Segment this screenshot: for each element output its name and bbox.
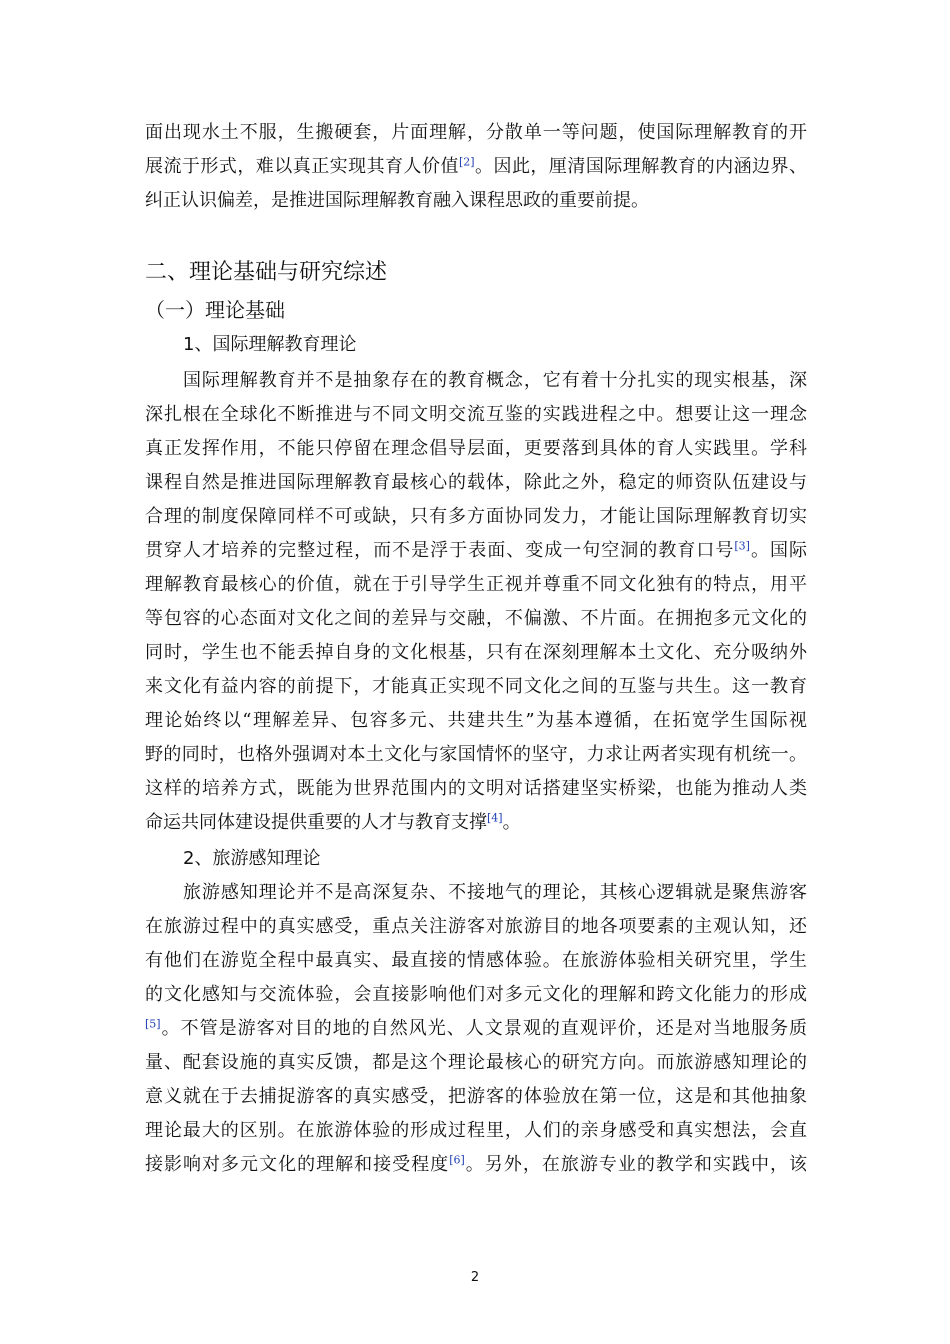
text-line: 面出现水土不服，生搬硬套，片面理解，分散单一等问题，使国际理解教育的开 — [145, 122, 807, 143]
citation-ref[interactable]: [4] — [487, 811, 503, 825]
text-line: 课程自然是推进国际理解教育最核心的载体，除此之外，稳定的师资队伍建设与 — [145, 472, 807, 493]
text-line: [5]。不管是游客对目的地的自然风光、人文景观的直观评价，还是对当地服务质 — [145, 1017, 807, 1039]
text-line: 纠正认识偏差，是推进国际理解教育融入课程思政的重要前提。 — [145, 190, 649, 211]
text-line: 理解教育最核心的价值，就在于引导学生正视并尊重不同文化独有的特点，用平 — [145, 574, 807, 595]
item-heading: 2、旅游感知理论 — [183, 848, 321, 869]
text-line: 命运共同体建设提供重要的人才与教育支撑[4]。 — [145, 811, 521, 833]
text-line: 贯穿人才培养的完整过程，而不是浮于表面、变成一句空洞的教育口号[3]。国际 — [145, 539, 807, 561]
text-line: 理论始终以“理解差异、包容多元、共建共生”为基本遵循，在拓宽学生国际视 — [145, 710, 807, 731]
text-line: 接影响对多元文化的理解和接受程度[6]。另外，在旅游专业的教学和实践中，该 — [145, 1153, 807, 1175]
text-line: 在旅游过程中的真实感受，重点关注游客对旅游目的地各项要素的主观认知，还 — [145, 916, 807, 937]
text-line: 意义就在于去捕捉游客的真实感受，把游客的体验放在第一位，这是和其他抽象 — [145, 1086, 807, 1107]
text-line: 理论最大的区别。在旅游体验的形成过程里，人们的亲身感受和真实想法，会直 — [145, 1120, 807, 1141]
item-heading: 1、国际理解教育理论 — [183, 334, 357, 355]
text-line: 量、配套设施的真实反馈，都是这个理论最核心的研究方向。而旅游感知理论的 — [145, 1052, 807, 1073]
text-line: 国际理解教育并不是抽象存在的教育概念，它有着十分扎实的现实根基，深 — [183, 370, 807, 391]
citation-ref[interactable]: [2] — [458, 155, 475, 169]
text-line: 有他们在游览全程中最真实、最直接的情感体验。在旅游体验相关研究里，学生 — [145, 950, 807, 971]
citation-ref[interactable]: [6] — [449, 1153, 465, 1167]
text-line: 展流于形式，难以真正实现其育人价值[2]。因此，厘清国际理解教育的内涵边界、 — [145, 155, 807, 177]
text-line: 野的同时，也格外强调对本土文化与家国情怀的坚守，力求让两者实现有机统一。 — [145, 744, 807, 765]
text-line: 合理的制度保障同样不可或缺，只有多方面协同发力，才能让国际理解教育切实 — [145, 506, 807, 527]
subsection-heading: （一）理论基础 — [145, 298, 285, 322]
text-line: 这样的培养方式，既能为世界范围内的文明对话搭建坚实桥梁，也能为推动人类 — [145, 778, 807, 799]
section-heading: 二、理论基础与研究综述 — [145, 260, 388, 285]
citation-ref[interactable]: [5] — [145, 1017, 161, 1031]
text-line: 深扎根在全球化不断推进与不同文明交流互鉴的实践进程之中。想要让这一理念 — [145, 404, 807, 425]
text-line: 来文化有益内容的前提下，才能真正实现不同文化之间的互鉴与共生。这一教育 — [145, 676, 807, 697]
text-line: 同时，学生也不能丢掉自身的文化根基，只有在深刻理解本土文化、充分吸纳外 — [145, 642, 807, 663]
page-number: 2 — [470, 1270, 480, 1285]
text-line: 旅游感知理论并不是高深复杂、不接地气的理论，其核心逻辑就是聚焦游客 — [183, 882, 807, 903]
text-line: 的文化感知与交流体验，会直接影响他们对多元文化的理解和跨文化能力的形成 — [145, 984, 807, 1005]
text-line: 真正发挥作用，不能只停留在理念倡导层面，更要落到具体的育人实践里。学科 — [145, 438, 807, 459]
text-line: 等包容的心态面对文化之间的差异与交融，不偏激、不片面。在拥抱多元文化的 — [145, 608, 807, 629]
citation-ref[interactable]: [3] — [734, 539, 750, 553]
